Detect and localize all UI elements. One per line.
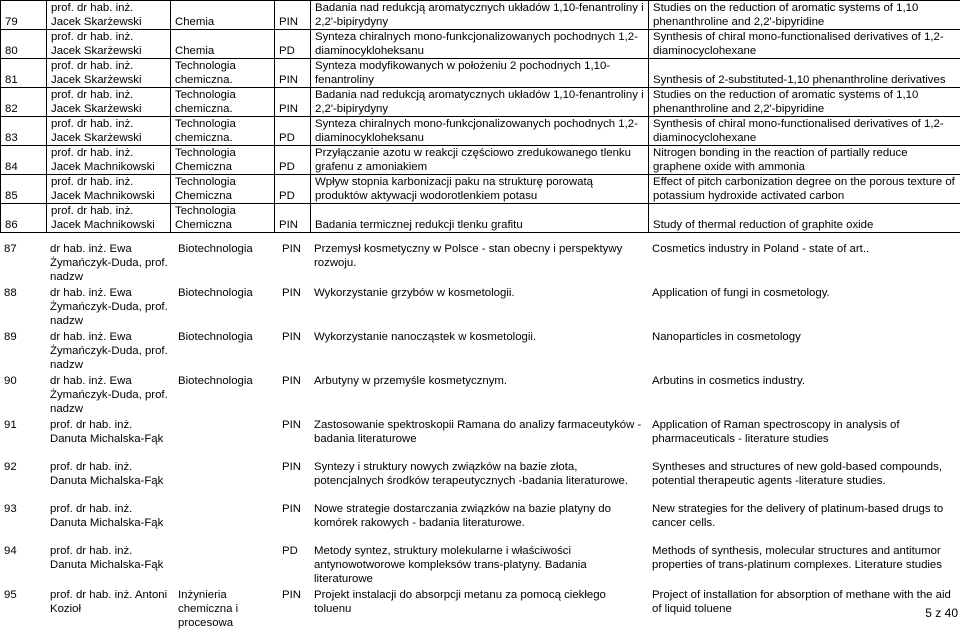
supervisor: prof. dr hab. inż. Jacek Machnikowski	[47, 175, 171, 204]
supervisor: prof. dr hab. inż. Danuta Michalska-Fąk	[46, 542, 174, 586]
row-number: 92	[0, 458, 46, 500]
thesis-type: PD	[275, 117, 311, 146]
title-polish: Zastosowanie spektroskopii Ramana do analizy farmaceutyków - badania literaturowe	[310, 416, 648, 458]
discipline: Biotechnologia	[174, 284, 278, 328]
row-number: 82	[1, 88, 47, 117]
row-number: 94	[0, 542, 46, 586]
table-row	[0, 458, 960, 500]
supervisor: prof. dr hab. inż. Jacek Skarżewski	[47, 59, 171, 88]
discipline: Technologia Chemiczna	[171, 204, 275, 233]
row-number: 95	[0, 586, 46, 630]
title-english: Studies on the reduction of aromatic systems of 1,10 phenanthroline and 2,2'-bipyridine	[649, 88, 960, 117]
row-number: 89	[0, 328, 46, 372]
thesis-type: PD	[275, 175, 311, 204]
title-polish: Synteza chiralnych mono-funkcjonalizowanych pochodnych 1,2-diaminocykloheksanu	[311, 30, 649, 59]
thesis-type: PIN	[278, 416, 310, 458]
supervisor: prof. dr hab. inż. Jacek Skarżewski	[47, 117, 171, 146]
table-row	[0, 372, 960, 416]
table-row	[1, 1, 960, 30]
thesis-type: PIN	[275, 1, 311, 30]
table-row	[1, 175, 960, 204]
supervisor: prof. dr hab. inż. Jacek Skarżewski	[47, 30, 171, 59]
title-polish: Wykorzystanie grzybów w kosmetologii.	[310, 284, 648, 328]
discipline: Technologia Chemiczna	[171, 146, 275, 175]
row-number: 84	[1, 146, 47, 175]
table-row	[0, 416, 960, 458]
table-row	[1, 30, 960, 59]
title-polish: Arbutyny w przemyśle kosmetycznym.	[310, 372, 648, 416]
thesis-type: PIN	[278, 284, 310, 328]
thesis-type: PIN	[278, 328, 310, 372]
discipline	[174, 458, 278, 500]
title-polish: Przyłączanie azotu w reakcji częściowo zredukowanego tlenku grafenu z amoniakiem	[311, 146, 649, 175]
supervisor: dr hab. inż. Ewa Żymańczyk-Duda, prof. nadzw	[46, 284, 174, 328]
row-number: 85	[1, 175, 47, 204]
title-english: Nitrogen bonding in the reaction of partially reduce graphene oxide with ammonia	[649, 146, 960, 175]
title-english: Methods of synthesis, molecular structures and antitumor properties of trans-platinum complexes. Literature studies	[648, 542, 960, 586]
thesis-type: PIN	[278, 586, 310, 630]
supervisor: prof. dr hab. inż. Jacek Skarżewski	[47, 1, 171, 30]
title-english: Effect of pitch carbonization degree on the porous texture of potassium hydroxide activated carbon	[649, 175, 960, 204]
title-english: Synthesis of chiral mono-functionalised derivatives of 1,2-diaminocyclohexane	[649, 30, 960, 59]
title-polish: Badania nad redukcją aromatycznych układów 1,10-fenantroliny i 2,2'-bipirydyny	[311, 1, 649, 30]
title-english: Project of installation for absorption of methane with the aid of liquid toluene	[648, 586, 960, 630]
thesis-type: PIN	[278, 458, 310, 500]
row-number: 93	[0, 500, 46, 542]
discipline: Technologia chemiczna.	[171, 117, 275, 146]
thesis-type: PIN	[278, 500, 310, 542]
title-english: Nanoparticles in cosmetology	[648, 328, 960, 372]
thesis-type: PIN	[275, 88, 311, 117]
table-row	[0, 542, 960, 586]
row-number: 91	[0, 416, 46, 458]
title-polish: Wykorzystanie nanocząstek w kosmetologii.	[310, 328, 648, 372]
table-row	[0, 328, 960, 372]
discipline	[174, 416, 278, 458]
thesis-table-upper	[0, 0, 960, 233]
table-row	[1, 88, 960, 117]
title-polish: Badania termicznej redukcji tlenku grafitu	[311, 204, 649, 233]
supervisor: prof. dr hab. inż. Jacek Skarżewski	[47, 88, 171, 117]
discipline: Biotechnologia	[174, 328, 278, 372]
row-number: 86	[1, 204, 47, 233]
thesis-type: PIN	[275, 59, 311, 88]
title-english: Syntheses and structures of new gold-based compounds, potential therapeutic agents -literature studies.	[648, 458, 960, 500]
title-english: New strategies for the delivery of platinum-based drugs to cancer cells.	[648, 500, 960, 542]
title-polish: Syntezy i struktury nowych związków na bazie złota, potencjalnych środków terapeutycznych -badania literaturowe.	[310, 458, 648, 500]
table-row	[0, 500, 960, 542]
discipline: Technologia Chemiczna	[171, 175, 275, 204]
table-row	[0, 240, 960, 284]
table-row	[0, 586, 960, 630]
page-number: 5 z 40	[925, 606, 958, 620]
thesis-type: PIN	[275, 204, 311, 233]
thesis-type: PIN	[278, 240, 310, 284]
table-row	[1, 146, 960, 175]
supervisor: dr hab. inż. Ewa Żymańczyk-Duda, prof. nadzw	[46, 240, 174, 284]
supervisor: prof. dr hab. inż. Danuta Michalska-Fąk	[46, 500, 174, 542]
title-polish: Projekt instalacji do absorpcji metanu za pomocą ciekłego toluenu	[310, 586, 648, 630]
row-number: 88	[0, 284, 46, 328]
supervisor: prof. dr hab. inż. Danuta Michalska-Fąk	[46, 458, 174, 500]
discipline: Technologia chemiczna.	[171, 88, 275, 117]
supervisor: dr hab. inż. Ewa Żymańczyk-Duda, prof. nadzw	[46, 372, 174, 416]
title-english: Synthesis of chiral mono-functionalised derivatives of 1,2-diaminocyclohexane	[649, 117, 960, 146]
title-polish: Przemysł kosmetyczny w Polsce - stan obecny i perspektywy rozwoju.	[310, 240, 648, 284]
discipline: Inżynieria chemiczna i procesowa	[174, 586, 278, 630]
title-english: Synthesis of 2-substituted-1,10 phenanthroline derivatives	[649, 59, 960, 88]
title-polish: Metody syntez, struktury molekularne i właściwości antynowotworowe kompleksów trans-platyny. Badania literaturowe	[310, 542, 648, 586]
supervisor: prof. dr hab. inż. Jacek Machnikowski	[47, 204, 171, 233]
title-polish: Synteza chiralnych mono-funkcjonalizowanych pochodnych 1,2-diaminocykloheksanu	[311, 117, 649, 146]
row-number: 80	[1, 30, 47, 59]
supervisor: prof. dr hab. inż. Danuta Michalska-Fąk	[46, 416, 174, 458]
discipline: Technologia chemiczna.	[171, 59, 275, 88]
thesis-type: PIN	[278, 372, 310, 416]
title-english: Study of thermal reduction of graphite oxide	[649, 204, 960, 233]
row-number: 83	[1, 117, 47, 146]
supervisor: prof. dr hab. inż. Jacek Machnikowski	[47, 146, 171, 175]
title-english: Application of fungi in cosmetology.	[648, 284, 960, 328]
supervisor: dr hab. inż. Ewa Żymańczyk-Duda, prof. nadzw	[46, 328, 174, 372]
discipline: Biotechnologia	[174, 240, 278, 284]
title-english: Cosmetics industry in Poland - state of art..	[648, 240, 960, 284]
thesis-type: PD	[275, 30, 311, 59]
row-number: 90	[0, 372, 46, 416]
discipline: Chemia	[171, 1, 275, 30]
discipline	[174, 542, 278, 586]
title-english: Arbutins in cosmetics industry.	[648, 372, 960, 416]
table-row	[1, 117, 960, 146]
discipline	[174, 500, 278, 542]
title-polish: Synteza modyfikowanych w położeniu 2 pochodnych 1,10-fenantroliny	[311, 59, 649, 88]
row-number: 81	[1, 59, 47, 88]
title-polish: Nowe strategie dostarczania związków na bazie platyny do komórek rakowych - badania literaturowe.	[310, 500, 648, 542]
discipline: Biotechnologia	[174, 372, 278, 416]
row-number: 87	[0, 240, 46, 284]
thesis-type: PD	[278, 542, 310, 586]
title-polish: Wpływ stopnia karbonizacji paku na strukturę porowatą produktów aktywacji wodorotlenkiem potasu	[311, 175, 649, 204]
table-row	[1, 204, 960, 233]
table-row	[1, 59, 960, 88]
thesis-type: PD	[275, 146, 311, 175]
discipline: Chemia	[171, 30, 275, 59]
title-english: Application of Raman spectroscopy in analysis of pharmaceuticals - literature studies	[648, 416, 960, 458]
supervisor: prof. dr hab. inż. Antoni Kozioł	[46, 586, 174, 630]
thesis-table-lower	[0, 240, 960, 630]
title-english: Studies on the reduction of aromatic systems of 1,10 phenanthroline and 2,2'-bipyridine	[649, 1, 960, 30]
title-polish: Badania nad redukcją aromatycznych układów 1,10-fenantroliny i 2,2'-bipirydyny	[311, 88, 649, 117]
table-row	[0, 284, 960, 328]
row-number: 79	[1, 1, 47, 30]
